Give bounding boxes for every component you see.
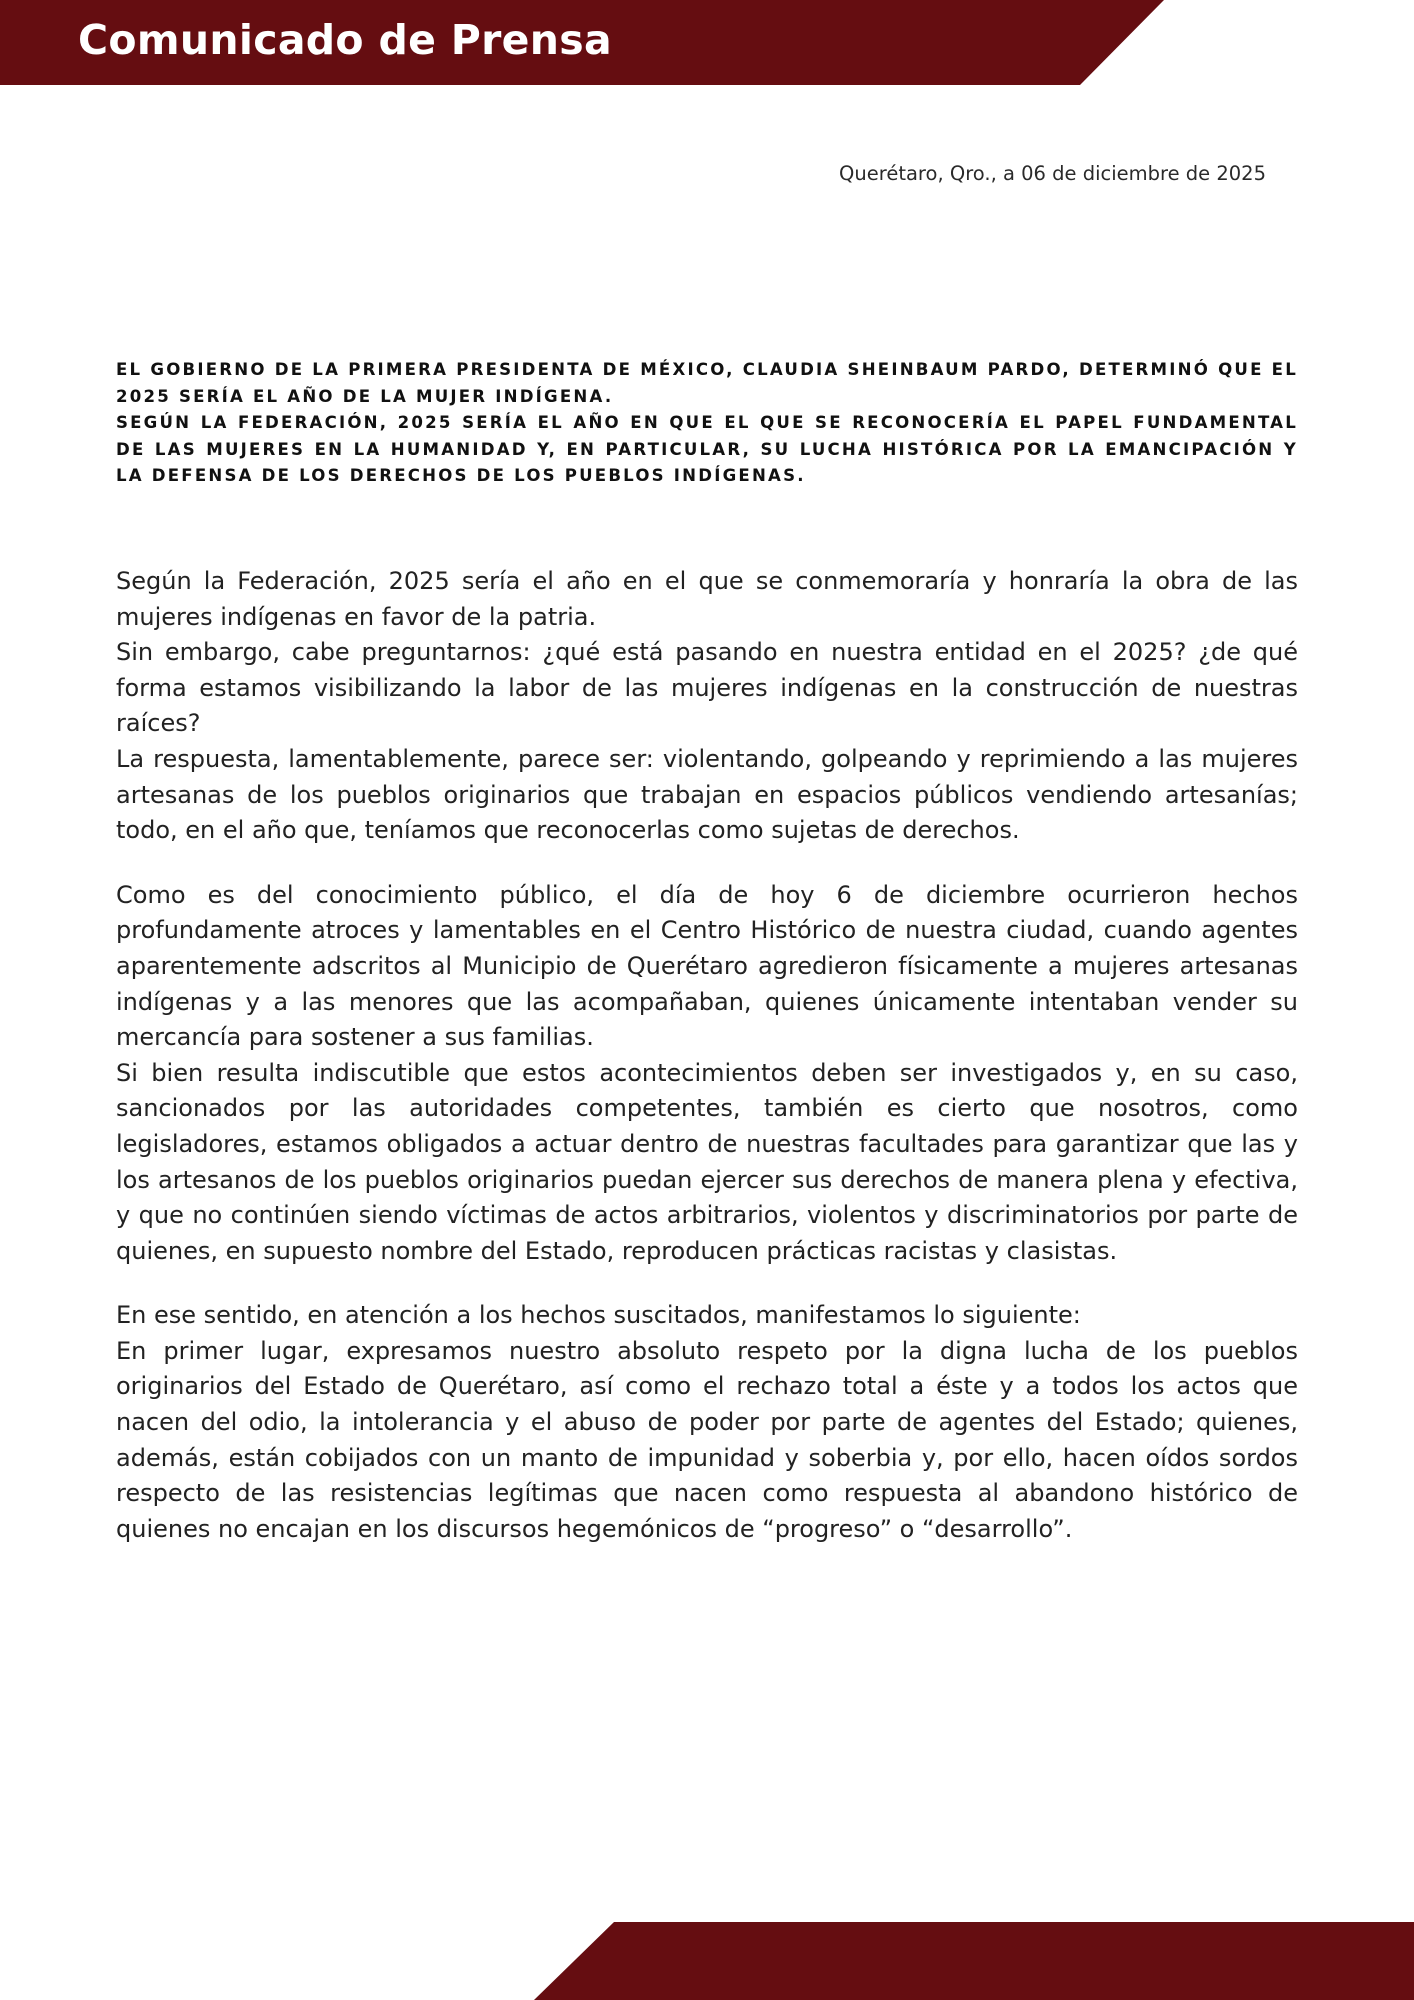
body-paragraph: Según la Federación, 2025 sería el año en el que se conmemoraría y honraría la obra de las mujeres indígenas en favor de la patria.	[116, 567, 1298, 631]
body-paragraph: La respuesta, lamentablemente, parece ser: violentando, golpeando y reprimiendo a las mujeres artesanas de los pueblos originarios que trabajan en espacios públicos vendiendo artesanías; todo, en el año que, teníamos que reconocerlas como sujetas de derechos.	[116, 744, 1298, 845]
date-line: Querétaro, Qro., a 06 de diciembre de 2025	[839, 162, 1266, 185]
body-text	[116, 564, 1298, 1547]
page-title: Comunicado de Prensa	[78, 16, 612, 64]
summary-block	[116, 357, 1298, 490]
body-paragraph: Sin embargo, cabe preguntarnos: ¿qué está pasando en nuestra entidad en el 2025? ¿de qué forma estamos visibilizando la labor de las mujeres indígenas en la construcción de nuestras raíces?	[116, 638, 1298, 738]
summary-line: SEGÚN LA FEDERACIÓN, 2025 SERÍA EL AÑO EN QUE EL QUE SE RECONOCERÍA EL PAPEL FUNDAMENTAL DE LAS MUJERES EN LA HUMANIDAD Y, EN PARTICULAR, SU LUCHA HISTÓRICA POR LA EMANCIPACIÓN Y LA DEFENSA DE LOS DERECHOS DE LOS PUEBLOS INDÍGENAS.	[116, 413, 1298, 485]
body-paragraph: Si bien resulta indiscutible que estos acontecimientos deben ser investigados y, en su caso, sancionados por las autoridades competentes, también es cierto que nosotros, como legisladores, estamos obligados a actuar dentro de nuestras facultades para garantizar que las y los artesanos de los pueblos originarios puedan ejercer sus derechos de manera plena y efectiva, y que no continúen siendo víctimas de actos arbitrarios, violentos y discriminatorios por parte de quienes, en supuesto nombre del Estado, reproducen prácticas racistas y clasistas.	[116, 1058, 1298, 1265]
summary-line: EL GOBIERNO DE LA PRIMERA PRESIDENTA DE MÉXICO, CLAUDIA SHEINBAUM PARDO, DETERMINÓ QUE EL 2025 SERÍA EL AÑO DE LA MUJER INDÍGENA.	[116, 360, 1298, 406]
body-paragraph: En primer lugar, expresamos nuestro absoluto respeto por la digna lucha de los pueblos originarios del Estado de Querétaro, así como el rechazo total a éste y a todos los actos que nacen del odio, la intolerancia y el abuso de poder por parte de agentes del Estado; quienes, además, están cobijados con un manto de impunidad y soberbia y, por ello, hacen oídos sordos respecto de las resistencias legítimas que nacen como respuesta al abandono histórico de quienes no encajan en los discursos hegemónicos de “progreso” o “desarrollo”.	[116, 1336, 1298, 1543]
footer-band	[534, 1922, 1414, 2000]
body-paragraph: En ese sentido, en atención a los hechos suscitados, manifestamos lo siguiente:	[116, 1301, 1081, 1330]
body-paragraph: Como es del conocimiento público, el día de hoy 6 de diciembre ocurrieron hechos profundamente atroces y lamentables en el Centro Histórico de nuestra ciudad, cuando agentes aparentemente adscritos al Municipio de Querétaro agredieron físicamente a mujeres artesanas indígenas y a las menores que las acompañaban, quienes únicamente intentaban vender su mercancía para sostener a sus familias.	[116, 880, 1298, 1052]
